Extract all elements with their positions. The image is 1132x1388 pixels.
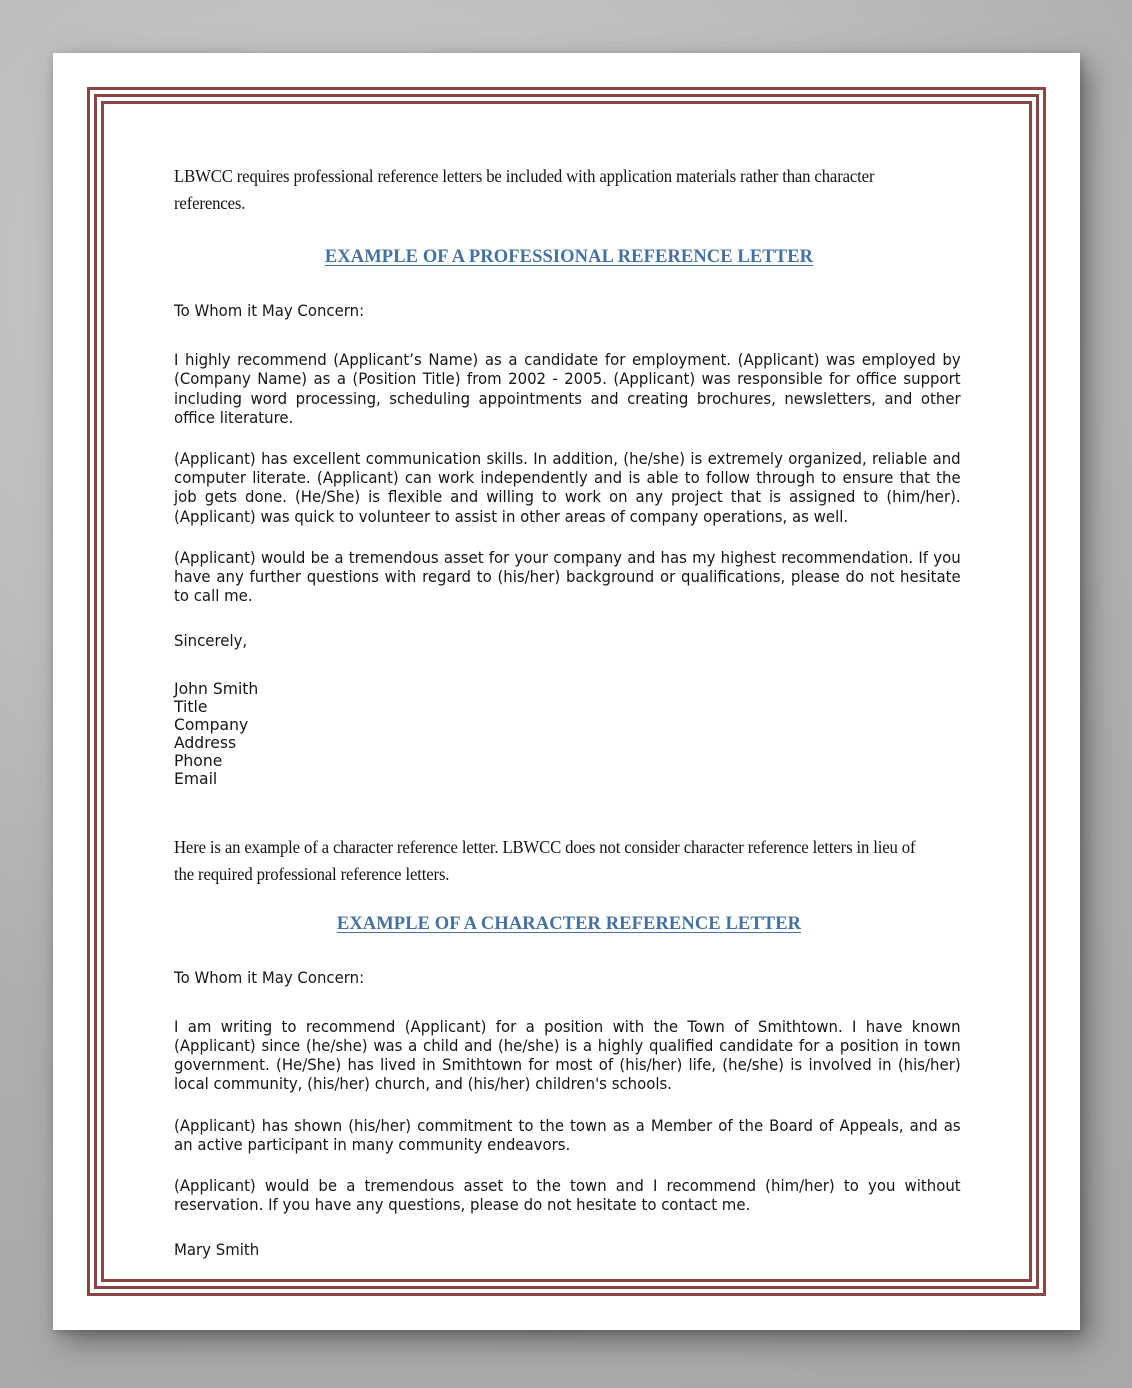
signature-name: John Smith — [174, 679, 259, 698]
heading-professional-reference-letter: EXAMPLE OF A PROFESSIONAL REFERENCE LETTER — [324, 247, 814, 267]
character-signature-name: Mary Smith — [174, 1241, 260, 1260]
heading-character-reference-letter: EXAMPLE OF A CHARACTER REFERENCE LETTER — [336, 913, 802, 934]
professional-paragraph-3: (Applicant) would be a tremendous asset for your company and has my highest recommendation. If you have any further questions with regard to (his/her) background or qualifications, please do not hesitate to call me. — [174, 548, 961, 606]
professional-closing: Sincerely, — [174, 632, 248, 651]
signature-address: Address — [174, 733, 237, 752]
character-paragraph-3: (Applicant) would be a tremendous asset to the town and I recommend (him/her) to you without reservation. If you have any questions, please do not hesitate to contact me. — [174, 1177, 961, 1215]
document-content — [174, 163, 961, 1260]
professional-signature-block — [174, 680, 959, 788]
professional-paragraph-1: I highly recommend (Applicant’s Name) as a candidate for employment. (Applicant) was employed by (Company Name) as a (Position Title) from 2002 - 2005. (Applicant) was responsible for office support including word processing, scheduling appointments and creating brochures, newsletters, and other office literature. — [174, 351, 961, 427]
signature-email: Email — [174, 769, 218, 788]
character-paragraph-2: (Applicant) has shown (his/her) commitment to the town as a Member of the Board of Appeals, and as an active participant in many community endeavors. — [174, 1116, 961, 1154]
professional-salutation: To Whom it May Concern: — [174, 302, 365, 320]
document-page — [53, 53, 1080, 1330]
character-paragraph-1: I am writing to recommend (Applicant) for a position with the Town of Smithtown. I have known (Applicant) since (he/she) was a child and (he/she) is a highly qualified candidate for a position in town government. (He/She) has lived in Smithtown for most of (his/her) life, (he/she) is involved in (his/her) local community, (his/her) church, and (his/her) children's schools. — [174, 1017, 961, 1094]
intro-character-paragraph: Here is an example of a character reference letter. LBWCC does not consider character reference letters in lieu of the required professional reference letters. — [174, 836, 916, 884]
signature-company: Company — [174, 715, 249, 734]
intro-professional-paragraph: LBWCC requires professional reference letters be included with application materials rather than character references. — [174, 166, 875, 213]
signature-phone: Phone — [174, 751, 223, 770]
character-salutation: To Whom it May Concern: — [174, 968, 365, 987]
signature-title: Title — [174, 697, 208, 716]
professional-paragraph-2: (Applicant) has excellent communication skills. In addition, (he/she) is extremely organized, reliable and computer literate. (Applicant) can work independently and is able to follow through to ensure that the job gets done. (He/She) is flexible and willing to work on any project that is assigned to (him/her). (Applicant) was quick to volunteer to assist in other areas of company operations, as well. — [174, 450, 961, 526]
